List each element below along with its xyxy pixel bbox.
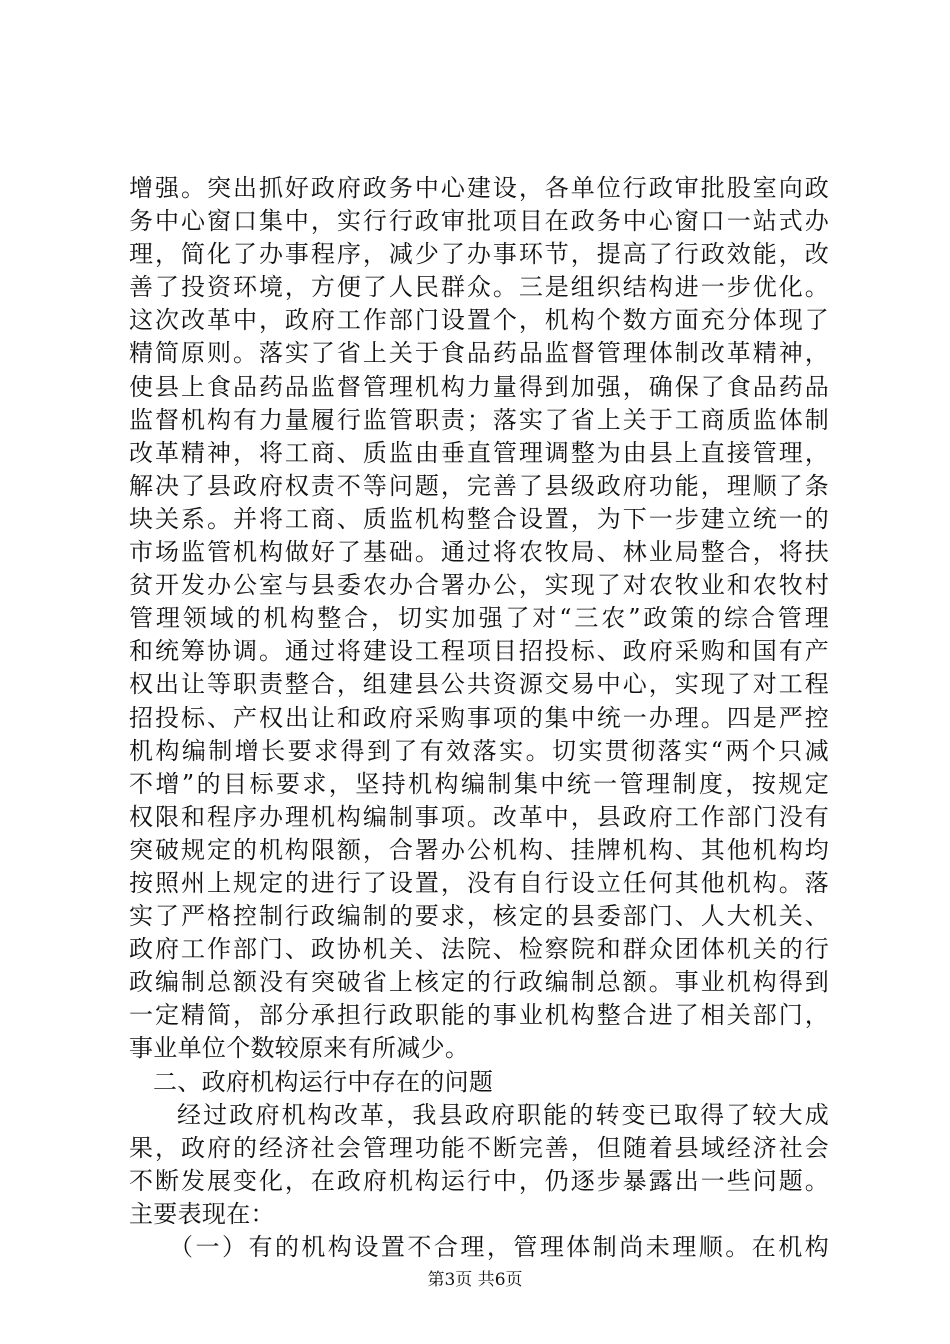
text-line: 一定精简，部分承担行政职能的事业机构整合进了相关部门，	[129, 1001, 829, 1030]
text-line: 贫开发办公室与县委农办合署办公，实现了对农牧业和农牧村	[129, 571, 829, 600]
text-line: 改革精神，将工商、质监由垂直管理调整为由县上直接管理，	[129, 438, 829, 467]
text-line: 务中心窗口集中，实行行政审批项目在政务中心窗口一站式办	[129, 207, 829, 236]
text-line: 权出让等职责整合，组建县公共资源交易中心，实现了对工程	[129, 670, 829, 699]
text-line: 管理领域的机构整合，切实加强了对“三农”政策的综合管理	[129, 604, 829, 633]
text-line: 善了投资环境，方便了人民群众。三是组织结构进一步优化。	[129, 273, 829, 302]
text-line: 果，政府的经济社会管理功能不断完善，但随着县域经济社会	[129, 1133, 829, 1162]
text-line: 市场监管机构做好了基础。通过将农牧局、林业局整合，将扶	[129, 538, 829, 567]
text-line: 和统筹协调。通过将建设工程项目招投标、政府采购和国有产	[129, 637, 829, 666]
text-line: 监督机构有力量履行监管职责；落实了省上关于工商质监体制	[129, 405, 829, 434]
text-line: 理，简化了办事程序，减少了办事环节，提高了行政效能，改	[129, 240, 829, 269]
text-line: 主要表现在：	[129, 1199, 275, 1228]
text-line: 精简原则。落实了省上关于食品药品监督管理体制改革精神，	[129, 339, 829, 368]
subsection-line: （一）有的机构设置不合理，管理体制尚未理顺。在机构	[169, 1233, 829, 1261]
text-line: 按照州上规定的进行了设置，没有自行设立任何其他机构。落	[129, 868, 829, 897]
text-line: 使县上食品药品监督管理机构力量得到加强，确保了食品药品	[129, 372, 829, 401]
text-line: 这次改革中，政府工作部门设置个，机构个数方面充分体现了	[129, 306, 829, 335]
text-line: 机构编制增长要求得到了有效落实。切实贯彻落实“两个只减	[129, 736, 829, 765]
text-line: 政编制总额没有突破省上核定的行政编制总额。事业机构得到	[129, 968, 829, 997]
text-line: 突破规定的机构限额，合署办公机构、挂牌机构、其他机构均	[129, 835, 829, 864]
text-line: 事业单位个数较原来有所减少。	[129, 1034, 470, 1063]
text-line: 经过政府机构改革，我县政府职能的转变已取得了较大成	[177, 1100, 829, 1129]
text-line: 不增”的目标要求，坚持机构编制集中统一管理制度，按规定	[129, 769, 829, 798]
text-line: 解决了县政府权责不等问题，完善了县级政府功能，理顺了条	[129, 471, 829, 500]
body-text	[129, 172, 829, 1264]
text-line: 权限和程序办理机构编制事项。改革中，县政府工作部门没有	[129, 802, 829, 831]
text-line: 块关系。并将工商、质监机构整合设置，为下一步建立统一的	[129, 504, 829, 533]
text-line: 政府工作部门、政协机关、法院、检察院和群众团体机关的行	[129, 935, 829, 964]
text-line: 不断发展变化，在政府机构运行中，仍逐步暴露出一些问题。	[129, 1166, 829, 1195]
page-number: 第3页 共6页	[427, 1270, 523, 1290]
text-line: 招投标、产权出让和政府采购事项的集中统一办理。四是严控	[129, 703, 829, 732]
section-heading: 二、政府机构运行中存在的问题	[153, 1067, 494, 1096]
text-line: 增强。突出抓好政府政务中心建设，各单位行政审批股室向政	[129, 174, 829, 202]
text-line: 实了严格控制行政编制的要求，核定的县委部门、人大机关、	[129, 902, 829, 931]
